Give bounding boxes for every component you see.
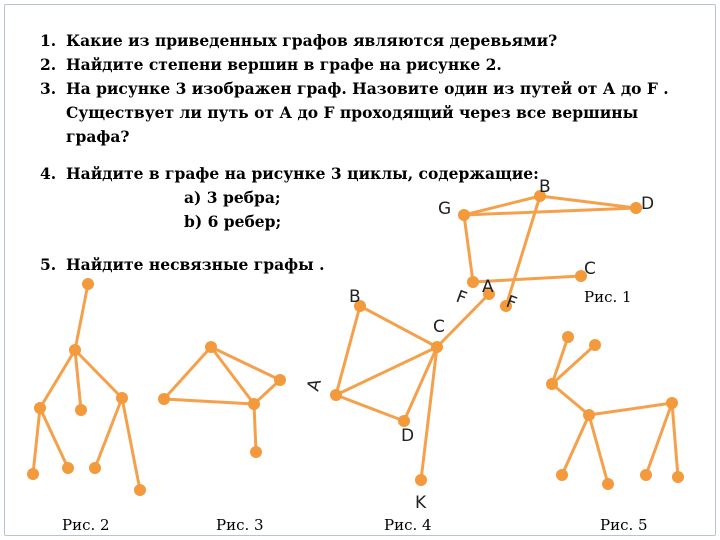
graph-node <box>583 409 595 421</box>
graph-edge <box>646 403 672 475</box>
question-text: Какие из приведенных графов являются деревьями? <box>66 31 558 50</box>
figure-2-caption: Рис. 2 <box>62 516 110 534</box>
graph-node <box>89 462 101 474</box>
graph-node <box>640 469 652 481</box>
item-marker: b) <box>184 212 203 231</box>
vertex-label-f: F <box>503 291 520 315</box>
graph-edge <box>589 415 608 484</box>
figure-5-caption: Рис. 5 <box>600 516 648 534</box>
figure-3-caption: Рис. 3 <box>216 516 264 534</box>
vertex-label-b: B <box>539 177 551 197</box>
question-text: Найдите в графе на рисунке 3 циклы, содержащие: <box>66 164 539 183</box>
graph-edge <box>540 196 636 208</box>
graph-node <box>27 468 39 480</box>
graph-node <box>467 276 479 288</box>
graph-node <box>458 209 470 221</box>
question-number: 5. <box>40 255 57 274</box>
graph-node <box>546 378 558 390</box>
graph-node <box>330 389 342 401</box>
question-text: Найдите степени вершин в графе на рисунке 2. <box>66 55 502 74</box>
graph-node <box>415 474 427 486</box>
graph-edge <box>672 403 678 477</box>
graph-node <box>134 484 146 496</box>
graph-node <box>62 462 74 474</box>
graph-node <box>274 374 286 386</box>
graph-node <box>672 471 684 483</box>
graph-edge <box>562 415 589 475</box>
graph-node <box>250 446 262 458</box>
graph-edge <box>164 347 211 399</box>
graph-edge <box>33 408 40 474</box>
vertex-label-c: C <box>433 317 445 337</box>
question-number: 1. <box>40 31 57 50</box>
vertex-label-d: D <box>401 426 415 446</box>
graph-edge <box>40 408 68 468</box>
figure-2-edges <box>33 284 140 490</box>
figure-1-caption: Рис. 1 <box>584 288 632 306</box>
vertex-label-d: D <box>641 194 655 214</box>
question-text: графа? <box>66 127 130 146</box>
figure-4-caption: Рис. 4 <box>384 516 432 534</box>
item-text: 3 ребра; <box>206 188 281 207</box>
graph-edge <box>75 350 122 398</box>
graph-edge <box>336 347 437 395</box>
graph-node <box>116 392 128 404</box>
graph-node <box>248 398 260 410</box>
graph-node <box>205 341 217 353</box>
graph-edge <box>211 347 254 404</box>
question-number: 3. <box>40 79 57 98</box>
vertex-label-c: C <box>584 259 596 279</box>
graph-node <box>666 397 678 409</box>
figure-3-edges <box>164 347 280 452</box>
graph-edge <box>589 403 672 415</box>
graph-edge <box>336 306 360 395</box>
question-text: На рисунке 3 изображен граф. Назовите один из путей от А до F . <box>66 79 669 98</box>
graph-node <box>562 331 574 343</box>
graph-edge <box>40 350 75 408</box>
graph-edge <box>75 284 88 350</box>
graph-edge <box>360 306 437 347</box>
graph-node <box>602 478 614 490</box>
graph-edge <box>95 398 122 468</box>
graph-node <box>158 393 170 405</box>
question-text: Существует ли путь от А до F проходящий через все вершины <box>66 103 639 122</box>
graph-node <box>82 278 94 290</box>
vertex-label-f: F <box>453 286 470 310</box>
vertex-label-g: G <box>438 199 452 219</box>
graph-edge <box>552 384 589 415</box>
graph-node <box>556 469 568 481</box>
graph-node <box>589 339 601 351</box>
vertex-label-k: K <box>415 493 427 513</box>
vertex-label-a: A <box>482 277 494 297</box>
figure-5-edges <box>552 337 678 484</box>
item-marker: a) <box>184 188 202 207</box>
graph-edge <box>336 395 404 421</box>
graph-node <box>431 341 443 353</box>
vertex-label-a: A <box>303 376 326 394</box>
question-number: 4. <box>40 164 57 183</box>
question-text: Найдите несвязные графы . <box>66 255 325 274</box>
graph-edge <box>211 347 280 380</box>
graph-edge <box>75 350 81 410</box>
item-text: 6 ребер; <box>207 212 282 231</box>
vertex-label-b: B <box>349 287 361 307</box>
question-number: 2. <box>40 55 57 74</box>
graph-edge <box>122 398 140 490</box>
graph-edge <box>464 215 473 282</box>
graph-node <box>69 344 81 356</box>
graph-node <box>34 402 46 414</box>
graph-node <box>75 404 87 416</box>
graph-edge <box>254 404 256 452</box>
graph-edge <box>164 399 254 404</box>
figure-4-edges <box>336 294 489 480</box>
